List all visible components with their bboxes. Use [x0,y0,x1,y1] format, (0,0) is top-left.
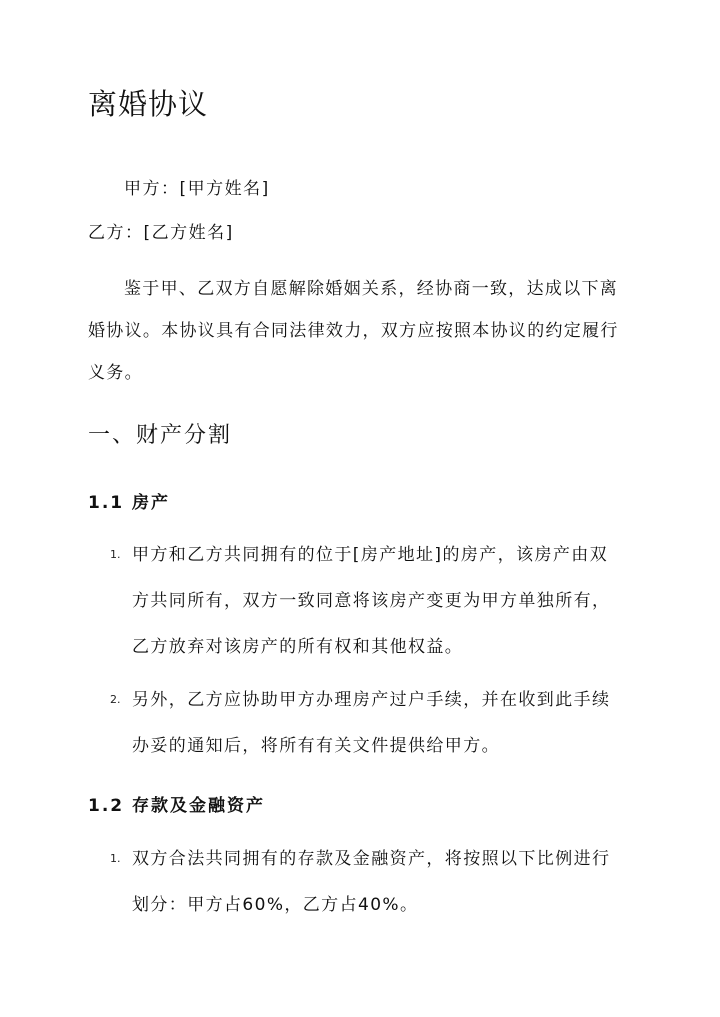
section-heading-property-division: 一、财产分割 [88,423,233,448]
document-title: 离婚协议 [88,87,209,121]
subsection-heading-real-estate: 1.1 房产 [88,493,171,513]
list-item-text: 双方合法共同拥有的存款及金融资产，将按照以下比例进行划分：甲方占60%，乙方占40%。 [132,849,611,915]
list-item [110,836,630,928]
list-item-text: 另外，乙方应协助甲方办理房产过户手续，并在收到此手续办妥的通知后，将所有有关文件提供给甲方。 [132,690,611,756]
list-item-number: 1. [110,548,121,561]
party-a-line: 甲方：[甲方姓名] [124,179,270,199]
list-item [110,677,630,769]
party-b-line: 乙方：[乙方姓名] [88,223,234,243]
list-item [110,532,630,670]
list-item-number: 1. [110,852,121,865]
list-item-number: 2. [110,693,121,706]
preamble-paragraph: 鉴于甲、乙双方自愿解除婚姻关系，经协商一致，达成以下离婚协议。本协议具有合同法律效力，双方应按照本协议的约定履行义务。 [88,279,619,383]
subsection-heading-deposits-financial-assets: 1.2 存款及金融资产 [88,796,266,816]
list-item-text: 甲方和乙方共同拥有的位于[房产地址]的房产，该房产由双方共同所有，双方一致同意将该房产变更为甲方单独所有，乙方放弃对该房产的所有权和其他权益。 [132,545,611,657]
